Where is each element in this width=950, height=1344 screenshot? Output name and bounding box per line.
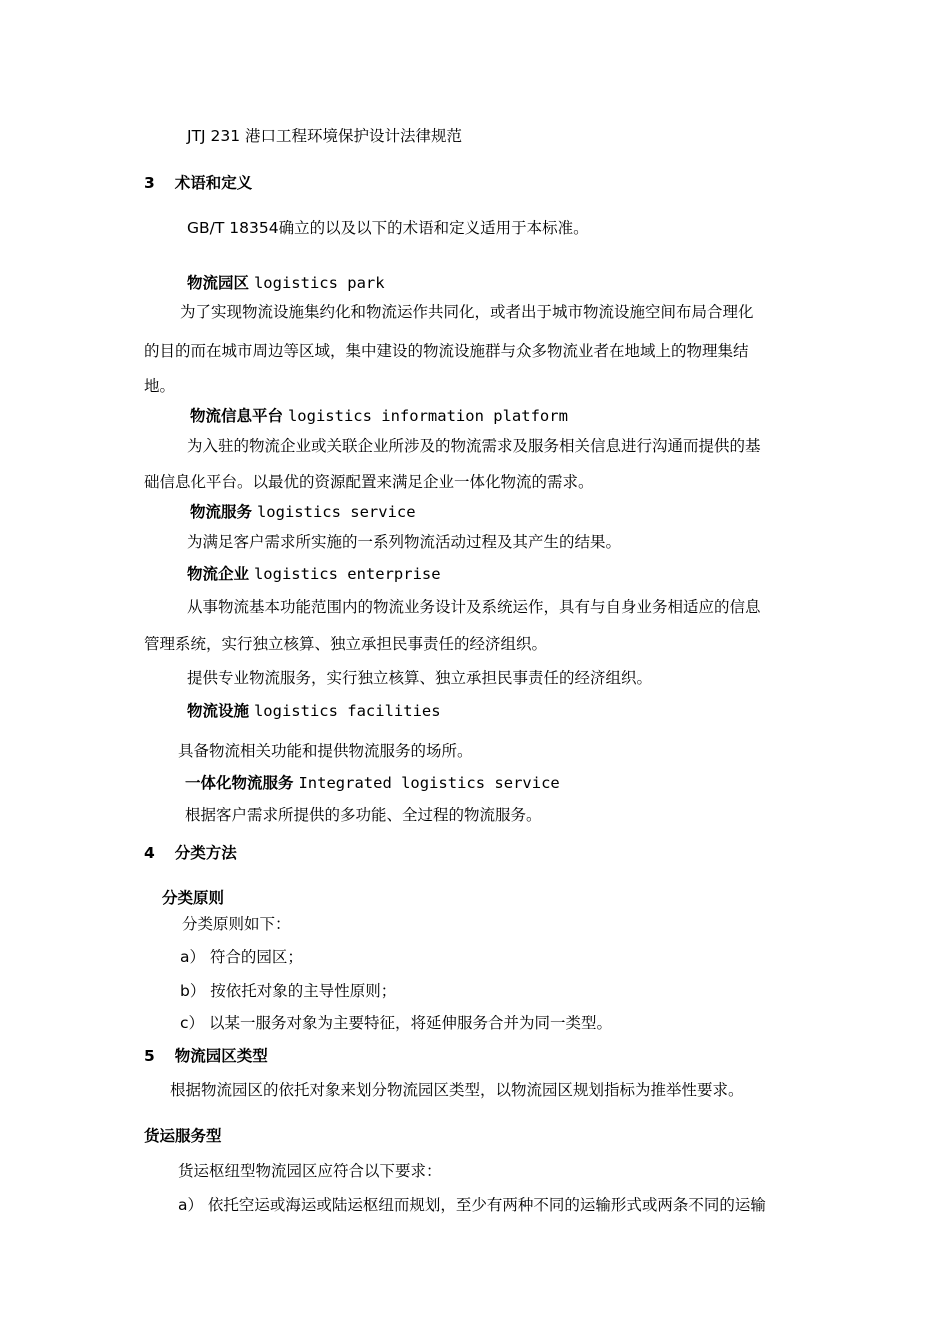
principle-item: a） 符合的园区； xyxy=(180,948,303,966)
term-definition-line: 根据客户需求所提供的多功能、全过程的物流服务。 xyxy=(185,806,542,824)
term-cn: 物流企业 xyxy=(187,565,250,583)
principle-item: b） 按依托对象的主导性原则； xyxy=(180,982,397,1000)
principles-heading: 分类原则 xyxy=(162,889,225,907)
section-number: 5 xyxy=(144,1047,155,1065)
term-cn: 物流信息平台 xyxy=(190,407,284,425)
principle-item: c） 以某一服务对象为主要特征，将延伸服务合并为同一类型。 xyxy=(180,1014,612,1032)
term-en: Integrated logistics service xyxy=(298,774,560,792)
term-definition-line: 管理系统，实行独立核算、独立承担民事责任的经济组织。 xyxy=(144,635,548,653)
term-definition-line: 为了实现物流设施集约化和物流运作共同化，或者出于城市物流设施空间布局合理化 xyxy=(180,303,754,321)
principles-intro: 分类原则如下： xyxy=(182,915,291,933)
term-cn: 物流设施 xyxy=(187,702,250,720)
term-en: logistics service xyxy=(256,503,416,521)
section-title: 分类方法 xyxy=(174,844,237,862)
freight-heading: 货运服务型 xyxy=(144,1127,222,1145)
term-definition-line: 从事物流基本功能范围内的物流业务设计及系统运作，具有与自身业务相适应的信息 xyxy=(187,598,761,616)
term-heading-facilities xyxy=(187,701,441,721)
term-cn: 物流园区 xyxy=(187,274,250,292)
term-definition-line: 具备物流相关功能和提供物流服务的场所。 xyxy=(178,742,473,760)
section-3-heading xyxy=(144,173,252,193)
term-definition-line: 为满足客户需求所实施的一系列物流活动过程及其产生的结果。 xyxy=(187,533,622,551)
term-definition-line: 提供专业物流服务，实行独立核算、独立承担民事责任的经济组织。 xyxy=(187,669,653,687)
term-heading-platform xyxy=(190,406,568,426)
section-title: 物流园区类型 xyxy=(174,1047,268,1065)
term-definition-line: 地。 xyxy=(144,377,176,395)
term-definition-line: 的目的而在城市周边等区域，集中建设的物流设施群与众多物流业者在地域上的物理集结 xyxy=(144,342,749,360)
term-cn: 物流服务 xyxy=(190,503,253,521)
section-number: 3 xyxy=(144,174,155,192)
term-cn: 一体化物流服务 xyxy=(185,774,294,792)
section-title: 术语和定义 xyxy=(174,174,253,192)
section-4-heading xyxy=(144,843,237,863)
term-heading-enterprise xyxy=(187,564,441,584)
term-heading-integrated xyxy=(185,773,560,793)
term-en: logistics facilities xyxy=(253,702,441,720)
freight-intro: 货运枢纽型物流园区应符合以下要求： xyxy=(178,1162,442,1180)
section-3-intro: GB/T 18354确立的以及以下的术语和定义适用于本标准。 xyxy=(187,219,589,237)
term-heading-service xyxy=(190,502,416,522)
section-5-heading xyxy=(144,1046,268,1066)
term-heading-park xyxy=(187,273,385,293)
term-en: logistics information platform xyxy=(287,407,568,425)
reference-line: JTJ 231 港口工程环境保护设计法律规范 xyxy=(187,127,463,145)
term-en: logistics enterprise xyxy=(253,565,441,583)
term-definition-line: 为入驻的物流企业或关联企业所涉及的物流需求及服务相关信息进行沟通而提供的基 xyxy=(187,437,761,455)
section-number: 4 xyxy=(144,844,155,862)
section-5-intro: 根据物流园区的依托对象来划分物流园区类型，以物流园区规划指标为推举性要求。 xyxy=(170,1081,744,1099)
freight-item: a） 依托空运或海运或陆运枢纽而规划，至少有两种不同的运输形式或两条不同的运输 xyxy=(178,1196,766,1214)
term-en: logistics park xyxy=(253,274,385,292)
term-definition-line: 础信息化平台。以最优的资源配置来满足企业一体化物流的需求。 xyxy=(144,473,594,491)
